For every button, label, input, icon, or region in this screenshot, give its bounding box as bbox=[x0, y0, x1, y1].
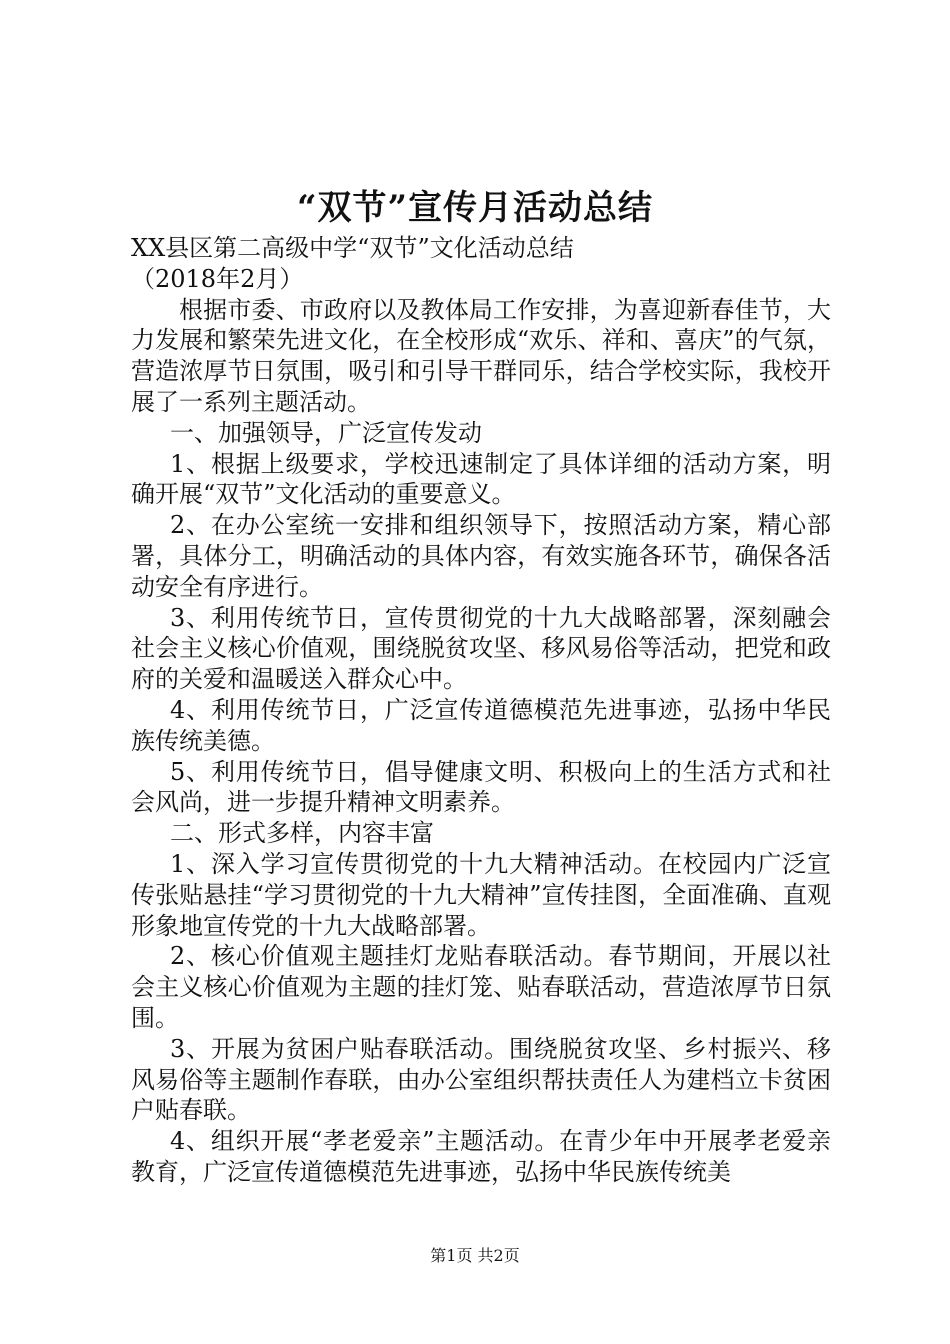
document-date: （2018年2月） bbox=[131, 264, 304, 293]
paragraph-item: 4、利用传统节日，广泛宣传道德模范先进事迹，弘扬中华民族传统美德。 bbox=[131, 695, 831, 755]
page-footer: 第1页 共2页 bbox=[430, 1246, 520, 1265]
paragraph-item: 1、根据上级要求，学校迅速制定了具体详细的活动方案，明确开展“双节”文化活动的重要意义。 bbox=[131, 449, 831, 509]
section-heading-2: 二、形式多样，内容丰富 bbox=[170, 819, 434, 848]
paragraph-item: 2、核心价值观主题挂灯龙贴春联活动。春节期间，开展以社会主义核心价值观为主题的挂灯笼、贴春联活动，营造浓厚节日氛围。 bbox=[131, 942, 831, 1032]
paragraph-item: 5、利用传统节日，倡导健康文明、积极向上的生活方式和社会风尚，进一步提升精神文明素养。 bbox=[131, 757, 831, 817]
document-title: “双节”宣传月活动总结 bbox=[296, 188, 654, 228]
paragraph-item: 3、利用传统节日，宣传贯彻党的十九大战略部署，深刻融会社会主义核心价值观，围绕脱贫攻坚、移风易俗等活动，把党和政府的关爱和温暖送入群众心中。 bbox=[131, 603, 831, 694]
section-heading-1: 一、加强领导，广泛宣传发动 bbox=[170, 418, 482, 447]
document-body bbox=[131, 233, 831, 1188]
document-subtitle: XX县区第二高级中学“双节”文化活动总结 bbox=[131, 234, 574, 262]
paragraph-item: 1、深入学习宣传贯彻党的十九大精神活动。在校园内广泛宣传张贴悬挂“学习贯彻党的十九大精神”宣传挂图，全面准确、直观形象地宣传党的十九大战略部署。 bbox=[131, 849, 831, 940]
paragraph-item: 3、开展为贫困户贴春联活动。围绕脱贫攻坚、乡村振兴、移风易俗等主题制作春联，由办公室组织帮扶责任人为建档立卡贫困户贴春联。 bbox=[131, 1034, 831, 1125]
paragraph-item: 4、组织开展“孝老爱亲”主题活动。在青少年中开展孝老爱亲教育，广泛宣传道德模范先进事迹，弘扬中华民族传统美 bbox=[131, 1127, 831, 1186]
paragraph-intro: 根据市委、市政府以及教体局工作安排，为喜迎新春佳节，大力发展和繁荣先进文化，在全校形成“欢乐、祥和、喜庆”的气氛，营造浓厚节日氛围，吸引和引导干群同乐，结合学校实际，我校开展了一系列主题活动。 bbox=[131, 295, 831, 416]
paragraph-item: 2、在办公室统一安排和组织领导下，按照活动方案，精心部署，具体分工，明确活动的具体内容，有效实施各环节，确保各活动安全有序进行。 bbox=[131, 511, 831, 601]
